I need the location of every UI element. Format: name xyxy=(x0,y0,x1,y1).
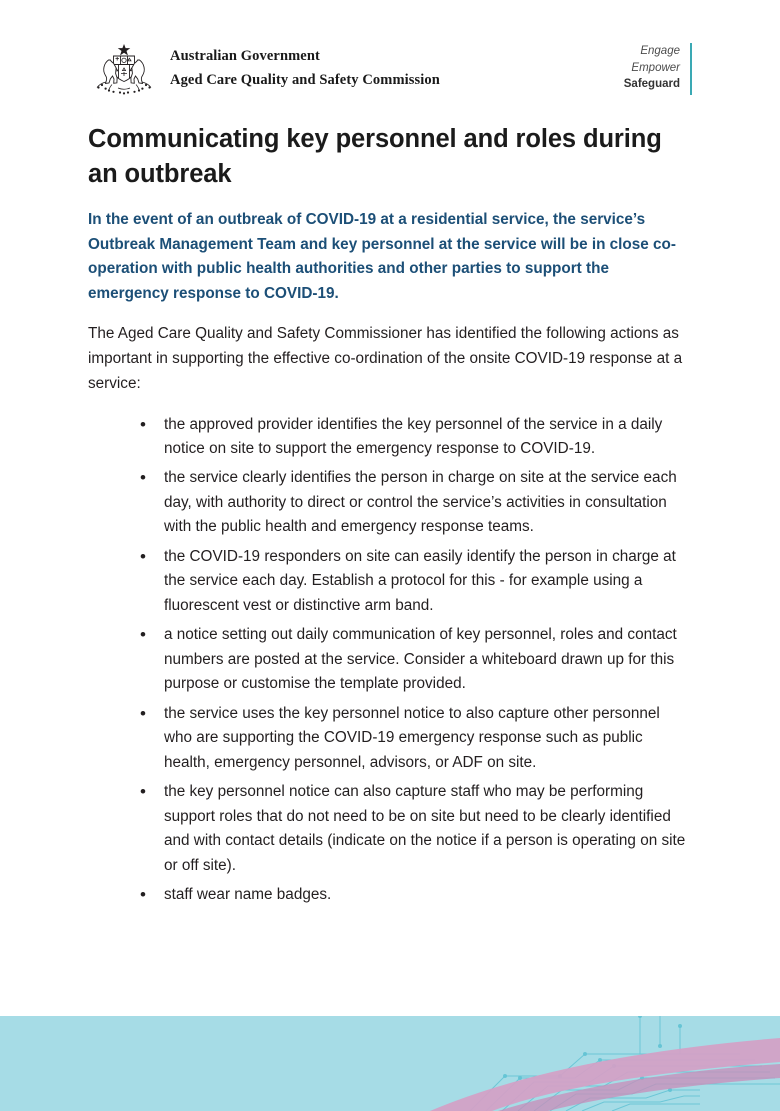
australian-coat-of-arms-icon xyxy=(88,42,160,96)
list-item: • the key personnel notice can also capture staff who may be performing support roles that do not need to be on site but need to be clearly identified and with contact details (indicate on the notice if a person is operating on site or off site). xyxy=(140,780,692,878)
government-name: Australian Government xyxy=(170,48,320,65)
footer-banner xyxy=(0,1016,780,1111)
document-body xyxy=(88,122,692,912)
list-item: • the approved provider identifies the key personnel of the service in a daily notice on site to support the emergency response to COVID-19. xyxy=(140,413,692,462)
government-branding xyxy=(88,42,440,96)
tagline-line-1: Engage xyxy=(640,45,680,57)
document-header xyxy=(88,42,692,100)
government-wordmark xyxy=(168,47,440,90)
actions-list xyxy=(88,413,692,908)
agency-name: Aged Care Quality and Safety Commission xyxy=(170,72,440,88)
list-item: • the service uses the key personnel notice to also capture other personnel who are supporting the COVID-19 emergency response such as public health, emergency personnel, advisors, or ADF on site. xyxy=(140,702,692,775)
tagline-line-2: Empower xyxy=(631,61,680,74)
brand-tagline xyxy=(624,43,692,95)
page-title: Communicating key personnel and roles during an outbreak xyxy=(88,125,662,189)
list-item: • the service clearly identifies the person in charge on site at the service each day, with authority to direct or control the service’s activities in consultation with the public health and emergency response teams. xyxy=(140,466,692,539)
lede-paragraph: In the event of an outbreak of COVID-19 at a residential service, the service’s Outbreak Management Team and key personnel at the service will be in close co-operation with public health authorities and other parties to support the emergency response to COVID-19. xyxy=(88,211,676,302)
tagline-line-3: Safeguard xyxy=(623,78,680,91)
list-item: • a notice setting out daily communication of key personnel, roles and contact numbers are posted at the service. Consider a whiteboard drawn up for this purpose or customise the template provided. xyxy=(140,623,692,696)
list-item: • the COVID-19 responders on site can easily identify the person in charge at the service each day. Establish a protocol for this - for example using a fluorescent vest or distinctive arm band. xyxy=(140,545,692,618)
intro-paragraph: The Aged Care Quality and Safety Commissioner has identified the following actions as important in supporting the effective co-ordination of the onsite COVID-19 response at a service: xyxy=(88,325,683,392)
list-item: • staff wear name badges. xyxy=(140,883,692,907)
footer-decoration-icon xyxy=(0,1016,780,1111)
